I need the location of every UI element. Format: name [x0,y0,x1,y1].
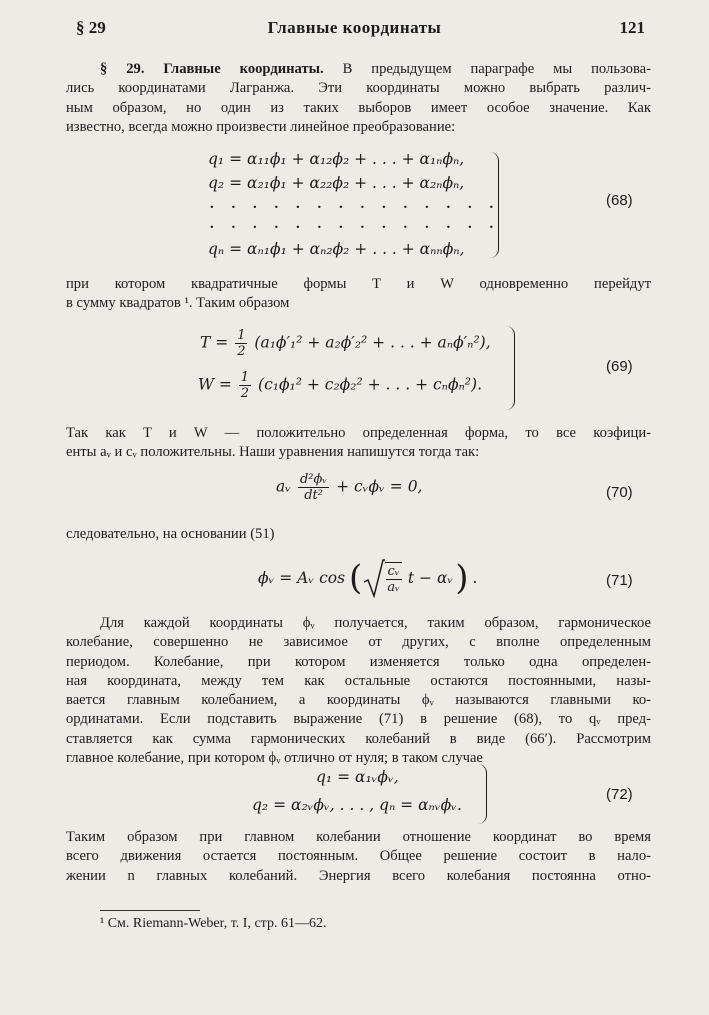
eq69-brace [506,326,515,410]
paragraph-line: § 29. Главные координаты. В предыдущем параграфе мы пользова- [100,61,651,77]
paragraph-line: при котором квадратичные формы T и W одновременно перейдут [66,276,651,292]
paragraph-line: главное колебание, при котором ϕᵥ отлично от нуля; в таком случае [66,750,483,767]
paragraph-line: колебание, совершенно не зависимое от других, с вполне определенным [66,634,651,651]
eq68-number: (68) [606,192,633,209]
paragraph-ratio-constant [66,828,651,886]
left-paren: ( [349,558,363,598]
eq68-dots-row: . . . . . . . . . . . . . . [210,216,501,232]
fraction: $\frac{1}{2}$ [237,328,246,359]
eq72-brace [478,764,487,824]
paragraph-therefore [66,525,651,544]
paragraph-line: лись координатами Лагранжа. Эти координаты можно выбрать различ- [66,80,651,97]
eq68-dots-row: . . . . . . . . . . . . . . [210,196,501,212]
paragraph-coefficients [66,424,651,463]
paragraph-line: вается главным колебанием, а координаты ϕᵥ называются главными ко- [66,692,651,709]
page-number: 121 [619,18,645,37]
paragraph-intro [66,60,651,137]
eq71-period: . [472,569,478,587]
fraction: $\frac{\text{d²ϕᵥ}}{\text{dt²}}$ [299,472,328,503]
eq71-number: (71) [606,572,633,589]
eq70-number: (70) [606,484,633,501]
paragraph-principal-oscillation [66,614,651,768]
eq71: ϕᵥ = Aᵥ cos ( $\frac{\text{cᵥ}}{\text{aᵥ}}$ t − αᵥ ) . [258,558,478,598]
paragraph-quadratic-forms [66,275,651,314]
eq69-T: T = $\frac{1}{2}$ (a₁ϕ′₁² + a₂ϕ′₂² + . . . + aₙϕ′ₙ²), [200,328,491,359]
eq70: aᵥ $\frac{\text{d²ϕᵥ}}{\text{dt²}}$ + cᵥϕᵥ = 0, [276,472,423,503]
eq72-line2: q₂ = α₂ᵥϕᵥ, . . . , qₙ = αₙᵥϕᵥ. [252,796,462,814]
eq68-brace [490,152,499,258]
fraction: $\frac{1}{2}$ [240,370,250,401]
paragraph-line: известно, всегда можно произвести линейное преобразование: [66,118,456,135]
footnote-divider [100,910,200,911]
section-heading: § 29. Главные координаты. [100,61,324,77]
eq68-line2: q₂ = α₂₁ϕ₁ + α₂₂ϕ₂ + . . . + α₂ₙϕₙ, [208,174,465,192]
eq68-line1: q₁ = α₁₁ϕ₁ + α₁₂ϕ₂ + . . . + α₁ₙϕₙ, [208,150,465,168]
paragraph-line: ным образом, но один из таких выборов имеет особое значение. Как [66,99,651,116]
paragraph-line: ставляется как сумма гармонических колебаний в виде (66′). Рассмотрим [66,730,651,747]
paragraph-line: Так как T и W — положительно определенная форма, то все коэфици- [66,425,651,441]
paragraph-line: енты aᵥ и cᵥ положительны. Наши уравнения напишутся тогда так: [66,444,480,461]
eq69-W: W = $\frac{1}{2}$ (c₁ϕ₁² + c₂ϕ₂² + . . . + cₙϕₙ²). [198,370,482,401]
footnote: ¹ См. Riemann-Weber, т. I, стр. 61—62. [100,916,327,931]
paragraph-line: жении n главных колебаний. Энергия всего колебания постоянна отно- [66,867,651,884]
paragraph-line: в сумму квадратов ¹. Таким образом [66,295,290,312]
running-title: Главные координаты [267,18,442,37]
fraction: $\frac{\text{cᵥ}}{\text{aᵥ}}$ [387,563,400,595]
section-marker: § 29 [76,18,106,37]
right-paren: ) [455,558,469,598]
eq72-line1: q₁ = α₁ᵥϕᵥ, [316,768,399,786]
paragraph-line: периодом. Колебание, при котором изменяется только одна определен- [66,653,651,670]
paragraph-line: Для каждой координаты ϕᵥ получается, таким образом, гармоническое [100,615,651,631]
paragraph-line: Таким образом при главном колебании отношение координат во время [66,829,651,845]
paragraph-line: следовательно, на основании (51) [66,526,275,542]
eq69-number: (69) [606,358,633,375]
paragraph-line: ная координата, между тем как остальные остаются постоянными, назы- [66,672,651,689]
sqrt-sign-icon [363,558,385,598]
paragraph-line: всего движения остается постоянным. Общее решение состоит в нало- [66,848,651,865]
eq68-line-n: qₙ = αₙ₁ϕ₁ + αₙ₂ϕ₂ + . . . + αₙₙϕₙ, [208,240,465,258]
eq72-number: (72) [606,786,633,803]
paragraph-line: ординатами. Если подставить выражение (71) в решение (68), то qᵥ пред- [66,711,651,728]
